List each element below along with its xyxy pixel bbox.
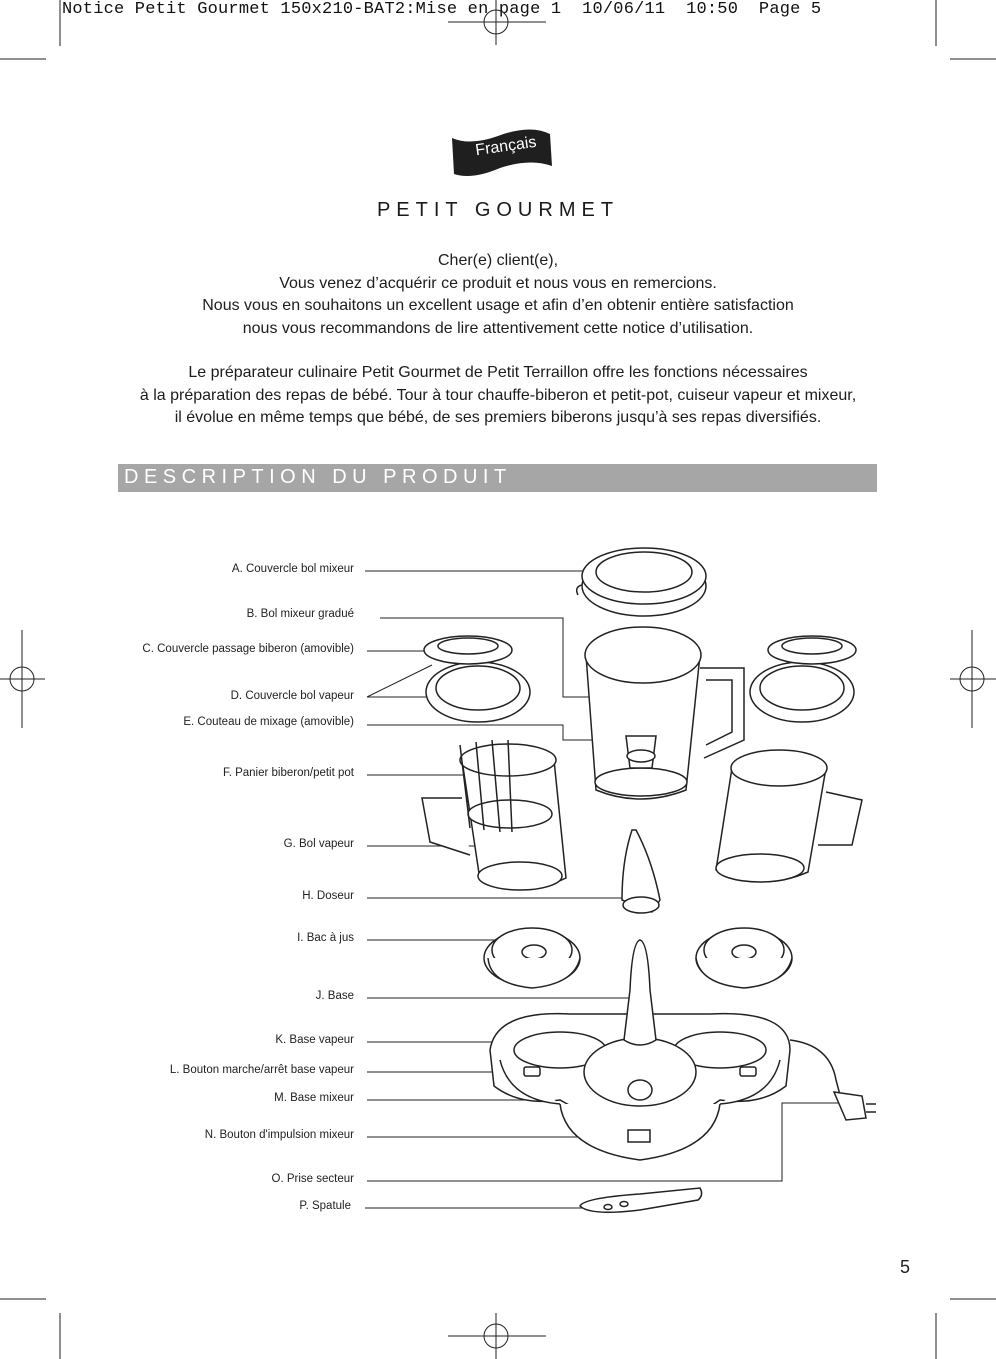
spatula-drawing (580, 1188, 702, 1212)
intro-line: Vous venez d’acquérir ce produit et nous vous en remercions. (279, 274, 717, 292)
part-label-m: M. Base mixeur (274, 1092, 354, 1104)
juice-tray-left-drawing (484, 928, 580, 988)
intro-line: il évolue en même temps que bébé, de ses premiers biberons jusqu’à ses repas diversifiés. (174, 409, 822, 426)
intro-line: nous vous recommandons de lire attentivement cette notice d’utilisation. (242, 319, 754, 337)
page-title: PETIT GOURMET (376, 199, 620, 221)
juice-tray-right-drawing (696, 928, 792, 988)
part-label-l: L. Bouton marche/arrêt base vapeur (169, 1064, 354, 1076)
part-label-a: A. Couvercle bol mixeur (231, 563, 354, 575)
part-label-g: G. Bol vapeur (283, 838, 354, 850)
part-label-n: N. Bouton d'impulsion mixeur (204, 1129, 354, 1141)
part-label-f: F. Panier biberon/petit pot (222, 767, 354, 779)
part-label-b: B. Bol mixeur gradué (246, 608, 354, 620)
measuring-cup-drawing (622, 830, 660, 913)
section-title: DESCRIPTION DU PRODUIT (124, 466, 512, 488)
intro-line: Nous vous en souhaitons un excellent usage et afin d’en obtenir entière satisfaction (202, 297, 794, 314)
steam-bowl-left-drawing (422, 740, 566, 890)
part-label-d: D. Couvercle bol vapeur (230, 690, 354, 702)
part-label-k: K. Base vapeur (275, 1034, 354, 1046)
print-header: Notice Petit Gourmet 150x210-BAT2:Mise en page 1 10/06/11 10:50 Page 5 (62, 0, 822, 19)
intro-line: à la préparation des repas de bébé. Tour à tour chauffe-biberon et petit-pot, cuiseur vapeur et mixeur, (139, 386, 857, 404)
intro-line: Le préparateur culinaire Petit Gourmet de Petit Terraillon offre les fonctions nécessaires (188, 364, 808, 381)
part-label-c: C. Couvercle passage biberon (amovible) (142, 643, 354, 655)
steam-lid-right-drawing (750, 636, 856, 722)
diagram-parts (422, 548, 876, 1212)
part-label-e: E. Couteau de mixage (amovible) (183, 716, 354, 728)
page-number: 5 (900, 1257, 911, 1277)
steam-lid-left-drawing (424, 636, 530, 722)
language-badge-label: Français (474, 133, 538, 160)
part-label-p: P. Spatule (299, 1200, 351, 1212)
part-label-i: I. Bac à jus (297, 932, 354, 944)
mixer-bowl-drawing (585, 627, 744, 799)
mixer-lid-drawing (577, 548, 706, 616)
intro-greeting: Cher(e) client(e), (437, 252, 559, 269)
steam-bowl-right-drawing (716, 750, 862, 882)
part-label-o: O. Prise secteur (271, 1173, 354, 1185)
part-label-h: H. Doseur (302, 890, 354, 902)
part-label-j: J. Base (315, 990, 354, 1002)
